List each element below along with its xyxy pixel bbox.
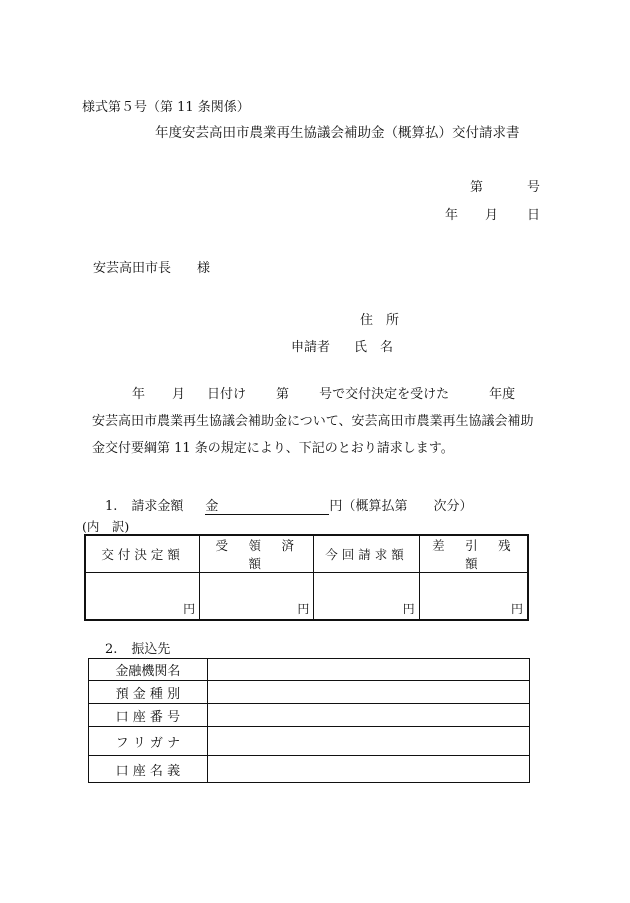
statement-line-1: 年 月 日付け 第 号で交付決定を受けた 年度 <box>132 387 516 402</box>
remaining-balance-cell[interactable]: 円 <box>419 573 528 621</box>
transfer-destination-heading <box>105 638 170 657</box>
account-holder-label: 口 座 名 義 <box>89 756 208 783</box>
account-type-label: 預 金 種 別 <box>89 681 208 704</box>
statement-line-2: 安芸高田市農業再生協議会補助金について、安芸高田市農業再生協議会補助 <box>92 414 534 429</box>
addressee <box>93 257 210 276</box>
document-title: 年度安芸高田市農業再生協議会補助金（概算払）交付請求書 <box>155 125 520 141</box>
account-type-field[interactable] <box>207 681 529 704</box>
account-number-label: 口 座 番 号 <box>89 704 208 727</box>
section-1-number: 1. <box>105 499 118 514</box>
table-row <box>85 573 528 621</box>
account-number-field[interactable] <box>207 704 529 727</box>
table-header-row <box>85 535 528 573</box>
claim-amount-row: 1. 請求金額 金 円（概算払第 次分） <box>105 495 472 515</box>
table-row <box>89 681 530 704</box>
claim-amount-field[interactable]: 金 <box>205 495 329 515</box>
section-2-number: 2. <box>105 642 118 657</box>
applicant-name-label: 氏 名 <box>354 340 394 355</box>
addressee-name: 安芸高田市長 <box>93 261 172 276</box>
received-amount-cell[interactable]: 円 <box>200 573 314 621</box>
table-row <box>89 659 530 681</box>
col-current-request: 今回請求額 <box>314 535 419 573</box>
applicant-role: 申請者 <box>291 340 331 355</box>
bank-name-field[interactable] <box>207 659 529 681</box>
bank-account-table <box>88 658 530 783</box>
statement-line-3: 金交付要綱第 11 条の規定により、下記のとおり請求します。 <box>92 441 454 456</box>
reference-number-suffix: 号 <box>527 180 541 195</box>
furigana-label: フ リ ガ ナ <box>89 727 208 756</box>
table-row <box>89 756 530 783</box>
breakdown-label: (内 訳) <box>82 519 130 534</box>
section-1-label: 請求金額 <box>131 499 184 514</box>
form-number-label: 様式第５号（第 11 条関係） <box>82 100 250 115</box>
bank-name-label: 金融機関名 <box>89 659 208 681</box>
table-row <box>89 704 530 727</box>
reference-number-prefix: 第 <box>470 180 484 195</box>
table-row <box>89 727 530 756</box>
claim-amount-yen: 円 <box>329 499 343 514</box>
date-day: 日 <box>527 208 541 223</box>
col-remaining-balance: 差 引 残 額 <box>419 535 528 573</box>
applicant-address-label: 住 所 <box>360 313 400 328</box>
furigana-field[interactable] <box>207 727 529 756</box>
addressee-honorific: 様 <box>197 261 211 276</box>
granted-amount-cell[interactable]: 円 <box>85 573 200 621</box>
current-request-cell[interactable]: 円 <box>314 573 419 621</box>
account-holder-field[interactable] <box>207 756 529 783</box>
col-received-amount: 受 領 済 額 <box>200 535 314 573</box>
request-statement <box>92 381 562 462</box>
applicant-name-row <box>291 336 393 355</box>
amount-breakdown-table <box>84 534 532 621</box>
col-granted-amount: 交付決定額 <box>85 535 200 573</box>
section-2-label: 振込先 <box>131 642 171 657</box>
date-year: 年 <box>445 208 459 223</box>
date-month: 月 <box>485 208 499 223</box>
